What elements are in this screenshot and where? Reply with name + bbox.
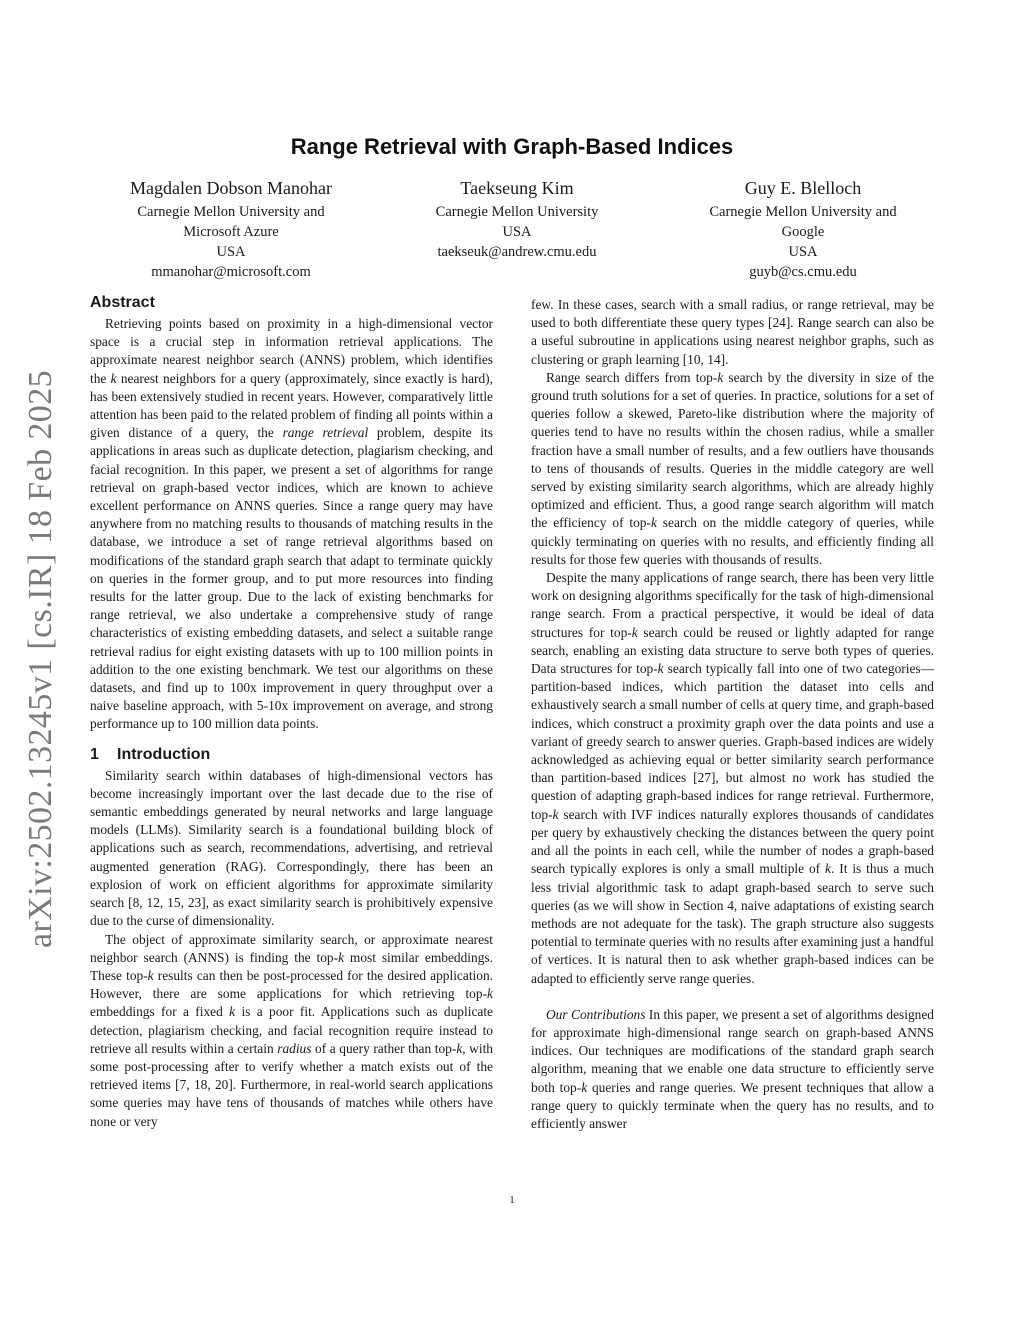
author-name: Taekseung Kim	[460, 178, 574, 198]
contributions-paragraph: Our Contributions In this paper, we present a set of algorithms designed for approximate high-dimensional range search on graph-based ANNS indices. Our techniques are modifications of the standard graph search algorithm, meaning that we enable one data structure to efficiently serve both top-k queries and range queries. We present techniques that allow a range query to quickly terminate when the query has no results, and to efficiently answer	[531, 1006, 935, 1131]
author-affiliation: Microsoft Azure	[183, 224, 279, 240]
body-paragraph: Despite the many applications of range search, there has been very little work on designing algorithms specifically for the task of high-dimensional range search. From a practical perspective, it would be ideal of data structures for top-k search could be reused or lightly adapted for range search, enabling an existing data structure to serve both types of queries. Data structures for top-k search typically fall into one of two categories—partition-based indices, which partition the dataset into cells and exhaustively search a small number of cells at query time, and graph-based indices, which construct a proximity graph over the data points and use a variant of greedy search to answer queries. Graph-based indices are widely acknowledged as achieving equal or better similarity search performance than partition-based indices [27], but almost no work has studied the question of adapting graph-based indices for range retrieval. Furthermore, top-k search with IVF indices naturally explores thousands of candidates per query by exhaustively checking the distances between the query point and all the points in each cell, while the number of nodes a graph-based search typically explores is only a small multiple of k. It is thus a much less trivial algorithmic task to adapt graph-based search to serve such queries (as we will show in Section 4, naive adaptations of existing search methods are not adequate for the task). The graph structure also suggests potential to terminate queries with no results after examining just a handful of vertices. It is natural then to ask whether graph-based indices can be adapted to efficiently serve range queries.	[531, 570, 934, 986]
body-paragraph: Range search differs from top-k search by the diversity in size of the ground truth solutions for a set of queries. In practice, solutions for a set of queries follow a skewed, Pareto-like distribution where the majority of queries tend to have no results within the chosen radius, while a smaller fraction have a small number of results, and a few outliers have thousands to tens of thousands of results. Queries in the middle category are well served by existing similarity search algorithms, which are already highly optimized and efficient. Thus, a good range search algorithm will match the efficiency of top-k search on the middle category of queries, while quickly terminating on queries with no results, and efficiently finding all results for those few queries with thousands of results.	[531, 369, 934, 567]
author-email: taekseuk@andrew.cmu.edu	[437, 244, 597, 260]
intro-heading: 1 Introduction	[90, 745, 211, 763]
author-country: USA	[216, 244, 246, 260]
abstract-heading: Abstract	[90, 294, 155, 311]
author-affiliation: Google	[781, 224, 825, 240]
author-affiliation: Carnegie Mellon University	[435, 204, 599, 220]
author-email: mmanohar@microsoft.com	[151, 264, 311, 280]
intro-paragraph: The object of approximate similarity search, or approximate nearest neighbor search (ANNS) is finding the top-k most similar embeddings. These top-k results can then be post-processed for the desired application. However, there are some applications for which retrieving top-k embeddings for a fixed k is a poor fit. Applications such as duplicate detection, plagiarism checking, and facial recognition require instead to retrieve all results within a certain radius of a query rather than top-k, with some post-processing after to verify whether a match exists out of the retrieved items [7, 18, 20]. Furthermore, in real-world search applications some queries may have tens of thousands of matches while others have none or very	[90, 931, 493, 1129]
author-affiliation: Carnegie Mellon University and	[709, 204, 897, 220]
author-country: USA	[502, 224, 532, 240]
author-name: Guy E. Blelloch	[744, 178, 862, 198]
abstract-text: Retrieving points based on proximity in a high-dimensional vector space is a crucial step in information retrieval applications. The approximate nearest neighbor search (ANNS) problem, which identifies the k nearest neighbors for a query (approximately, since exactly is hard), has been extensively studied in recent years. However, comparatively little attention has been paid to the related problem of finding all points within a given distance of a query, the range retrieval problem, despite its applications in areas such as duplicate detection, plagiarism checking, and facial recognition. In this paper, we present a set of algorithms for range retrieval on graph-based vector indices, which are known to achieve excellent performance on ANNS queries. Since a range query may have anywhere from no matching results to thousands of matching results in the database, we introduce a set of range retrieval algorithms based on modifications of the standard graph search that adapt to terminate quickly on queries in the former group, and to put more resources into finding results for the latter group. Due to the lack of existing benchmarks for range retrieval, we also undertake a comprehensive study of range characteristics of existing embedding datasets, and select a suitable range retrieval radius for eight existing datasets with up to 100 million points in addition to the one existing benchmark. We test our algorithms on these datasets, and find up to 100x improvement in query throughput over a naive baseline approach, with 5-10x improvement on average, and strong performance up to 100 million data points.	[90, 316, 493, 732]
right-column	[531, 296, 934, 1133]
author-block	[88, 176, 946, 282]
contributions-label: Our Contributions	[546, 1006, 646, 1022]
page-number: 1	[509, 1194, 515, 1206]
left-column	[90, 292, 493, 1131]
author	[660, 176, 946, 282]
author-name: Magdalen Dobson Manohar	[130, 178, 332, 198]
body-paragraph: few. In these cases, search with a small radius, or range retrieval, may be used to both differentiate these query types [24]. Range search can also be a useful subroutine in applications using nearest neighbor graphs, such as clustering or graph learning [10, 14].	[531, 297, 934, 367]
author	[374, 176, 660, 282]
intro-paragraph: Similarity search within databases of high-dimensional vectors has become increasingly important over the last decade due to the rise of semantic embeddings generated by neural networks and large language models (LLMs). Similarity search is a foundational building block of applications such as search, recommendations, advertising, and retrieval augmented generation (RAG). Correspondingly, there has been an explosion of work on efficient algorithms for approximate similarity search [8, 12, 15, 23], as exact similarity search is prohibitively expensive due to the curse of dimensionality.	[90, 767, 493, 929]
author-email: guyb@cs.cmu.edu	[749, 264, 857, 280]
arxiv-stamp: arXiv:2502.13245v1 [cs.IR] 18 Feb 2025	[22, 369, 59, 949]
paper-title: Range Retrieval with Graph-Based Indices	[290, 134, 734, 159]
author-affiliation: Carnegie Mellon University and	[137, 204, 325, 220]
author	[88, 176, 374, 282]
author-country: USA	[788, 244, 818, 260]
